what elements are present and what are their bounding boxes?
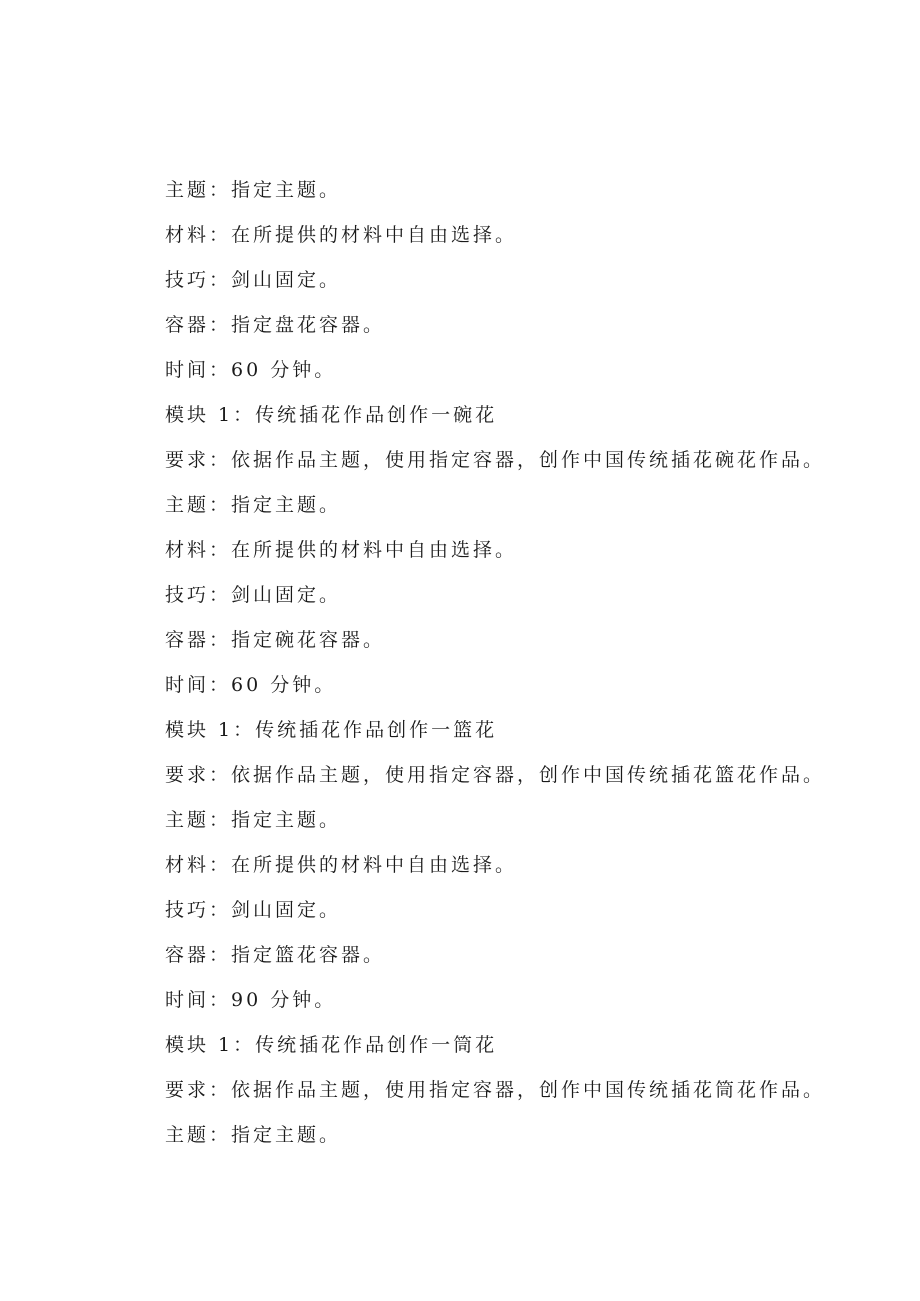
- text-line-material: 材料：在所提供的材料中自由选择。: [165, 854, 518, 876]
- text-line-theme: 主题：指定主题。: [165, 1124, 342, 1146]
- document-body: [165, 174, 885, 1164]
- text-line-theme: 主题：指定主题。: [165, 809, 342, 831]
- text-line-technique: 技巧：剑山固定。: [165, 584, 342, 606]
- text-line-theme: 主题：指定主题。: [165, 179, 342, 201]
- text-line-requirement: 要求：依据作品主题，使用指定容器，创作中国传统插花筒花作品。: [165, 1079, 826, 1101]
- text-line-technique: 技巧：剑山固定。: [165, 899, 342, 921]
- text-line-container: 容器：指定篮花容器。: [165, 944, 386, 966]
- text-line-material: 材料：在所提供的材料中自由选择。: [165, 224, 518, 246]
- text-line-time: 时间：60 分钟。: [165, 359, 337, 381]
- module-heading: 模块 1：传统插花作品创作一碗花: [165, 404, 498, 426]
- text-line-requirement: 要求：依据作品主题，使用指定容器，创作中国传统插花篮花作品。: [165, 764, 826, 786]
- module-heading: 模块 1：传统插花作品创作一篮花: [165, 719, 498, 741]
- text-line-time: 时间：60 分钟。: [165, 674, 337, 696]
- text-line-container: 容器：指定碗花容器。: [165, 629, 386, 651]
- text-line-requirement: 要求：依据作品主题，使用指定容器，创作中国传统插花碗花作品。: [165, 449, 826, 471]
- text-line-technique: 技巧：剑山固定。: [165, 269, 342, 291]
- text-line-container: 容器：指定盘花容器。: [165, 314, 386, 336]
- text-line-theme: 主题：指定主题。: [165, 494, 342, 516]
- text-line-material: 材料：在所提供的材料中自由选择。: [165, 539, 518, 561]
- module-heading: 模块 1：传统插花作品创作一筒花: [165, 1034, 498, 1056]
- text-line-time: 时间：90 分钟。: [165, 989, 337, 1011]
